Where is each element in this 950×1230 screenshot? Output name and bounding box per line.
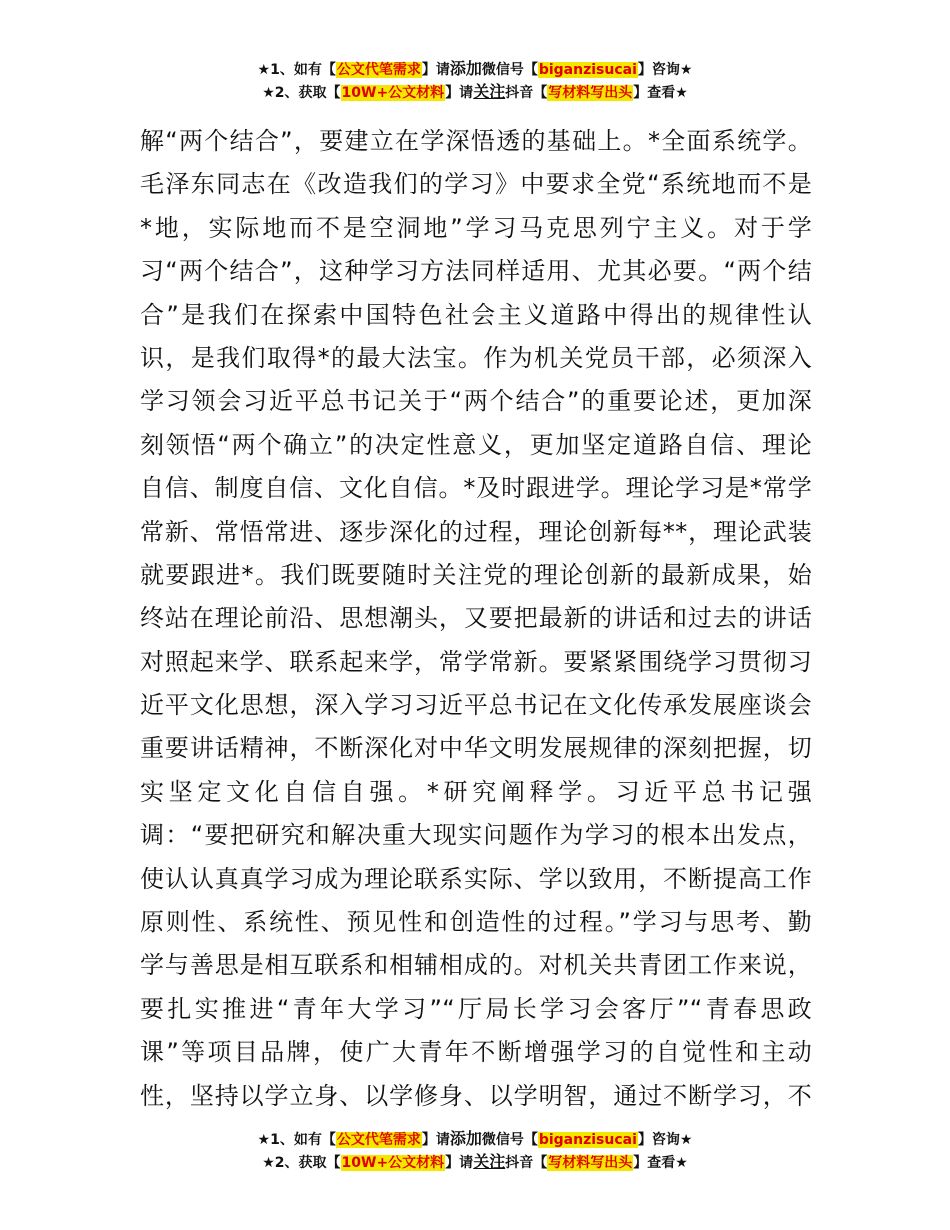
banner-text: 抖音【 (505, 85, 548, 101)
body-line: 使认认真真学习成为理论联系实际、学以致用，不断提高工作 (140, 864, 812, 893)
banner-text: 】咨询★ (637, 1132, 693, 1148)
banner-highlight: 公文代笔需求 (336, 62, 421, 78)
body-line: 近平文化思想，深入学习习近平总书记在文化传承发展座谈会 (140, 691, 812, 720)
body-line: 课”等项目品牌，使广大青年不断增强学习的自觉性和主动 (140, 1038, 812, 1067)
banner-emphasis: 添加 (449, 59, 482, 78)
document-body (140, 120, 812, 1118)
banner-highlight: biganzisucai (538, 62, 637, 78)
body-line: 常新、常悟常进、逐步深化的过程，理论创新每**，理论武装 (140, 517, 812, 546)
body-line: 原则性、系统性、预见性和创造性的过程。”学习与思考、勤 (140, 908, 812, 937)
banner-highlight: 10W+公文材料 (341, 1155, 445, 1171)
footer-banner (0, 1128, 950, 1174)
body-line: 要扎实推进“青年大学习”“厅局长学习会客厅”“青春思政 (140, 994, 812, 1023)
body-line: 终站在理论前沿、思想潮头，又要把最新的讲话和过去的讲话 (140, 604, 812, 633)
banner-highlight: 写材料写出头 (548, 85, 633, 101)
banner-text: 】查看★ (633, 85, 688, 101)
banner-highlight: 公文代笔需求 (336, 1132, 421, 1148)
banner-text: 微信号【 (481, 62, 538, 78)
body-line: 刻领悟“两个确立”的决定性意义，更加坚定道路自信、理论 (140, 430, 812, 459)
banner-text: ★2、获取【 (262, 1155, 341, 1171)
body-line: 学习领会习近平总书记关于“两个结合”的重要论述，更加深 (140, 387, 812, 416)
body-line: *地，实际地而不是空洞地”学习马克思列宁主义。对于学 (140, 213, 812, 242)
banner-text: 抖音【 (505, 1155, 548, 1171)
banner-text: 微信号【 (481, 1132, 538, 1148)
header-banner-line-1 (0, 58, 950, 81)
body-line: 学与善思是相互联系和相辅相成的。对机关共青团工作来说， (140, 951, 812, 980)
body-line: 习“两个结合”，这种学习方法同样适用、尤其必要。“两个结 (140, 257, 812, 286)
body-line: 对照起来学、联系起来学，常学常新。要紧紧围绕学习贯彻习 (140, 647, 812, 676)
banner-highlight: biganzisucai (538, 1132, 637, 1148)
banner-text: ★2、获取【 (262, 85, 341, 101)
body-line: 毛泽东同志在《改造我们的学习》中要求全党“系统地而不是 (140, 170, 812, 199)
body-line: 解“两个结合”，要建立在学深悟透的基础上。*全面系统学。 (140, 127, 812, 155)
body-line: 调：“要把研究和解决重大现实问题作为学习的根本出发点， (140, 821, 812, 850)
banner-text: 】请 (445, 85, 474, 101)
banner-text: 】请 (421, 1132, 450, 1148)
banner-emphasis: 关注 (473, 1152, 506, 1171)
banner-text: 】请 (445, 1155, 474, 1171)
banner-highlight: 写材料写出头 (548, 1155, 633, 1171)
header-banner (0, 58, 950, 104)
footer-banner-line-2 (0, 1151, 950, 1174)
footer-banner-line-1 (0, 1128, 950, 1151)
body-line: 自信、制度自信、文化自信。*及时跟进学。理论学习是*常学 (140, 474, 812, 503)
banner-text: ★1、如有【 (257, 1132, 336, 1148)
banner-emphasis: 添加 (449, 1129, 482, 1148)
body-line: 实坚定文化自信自强。*研究阐释学。习近平总书记强 (140, 777, 812, 806)
banner-emphasis: 关注 (473, 82, 506, 101)
banner-text: 】查看★ (633, 1155, 688, 1171)
body-line: 识，是我们取得*的最大法宝。作为机关党员干部，必须深入 (140, 343, 812, 372)
header-banner-line-2 (0, 81, 950, 104)
banner-text: 】咨询★ (637, 62, 693, 78)
body-line: 就要跟进*。我们既要随时关注党的理论创新的最新成果，始 (140, 560, 812, 589)
banner-text: ★1、如有【 (257, 62, 336, 78)
banner-text: 】请 (421, 62, 450, 78)
body-line: 重要讲话精神，不断深化对中华文明发展规律的深刻把握，切 (140, 734, 812, 763)
body-line: 合”是我们在探索中国特色社会主义道路中得出的规律性认 (140, 300, 812, 329)
banner-highlight: 10W+公文材料 (341, 85, 445, 101)
body-line: 性，坚持以学立身、以学修身、以学明智，通过不断学习，不 (140, 1081, 812, 1110)
